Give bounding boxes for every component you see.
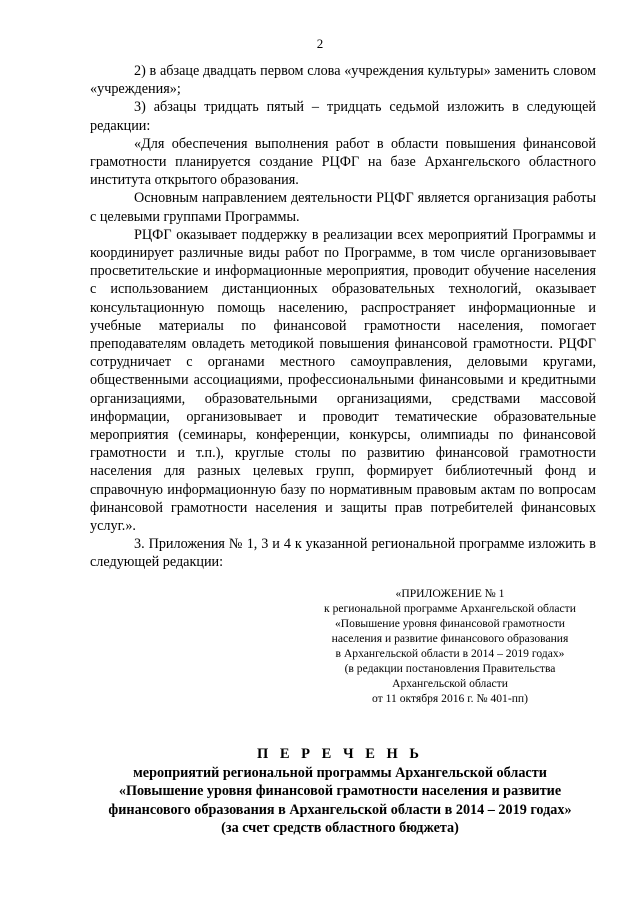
appendix-line: Архангельской области bbox=[392, 677, 508, 690]
appendix-line: «Повышение уровня финансовой грамотности bbox=[334, 617, 566, 630]
list-title-block bbox=[80, 745, 600, 837]
paragraph-rcfg-support: РЦФГ оказывает поддержку в реализации всех мероприятий Программы и координирует различные виды работ по Программе, в том числе организовывает просветительские и информационные мероприятия, проводит обучение населения с использованием дистанционных образовательных технологий, оказывает консультационную помощь населению, распространяет информационные и учебные материалы по финансовой грамотности населения, помогает преподавателям овладеть методикой повышения финансовой грамотности. РЦФГ сотрудничает с органами местного самоуправления, деловыми кругами, общественными ассоциациями, профессиональными финансовыми и кредитными организациями, образовательными организациями, средствами массовой информации, организовывает и проводит тематические образовательные мероприятия (семинары, конференции, конкурсы, олимпиады по финансовой грамотности и т.п.), круглые столы по развитию финансовой грамотности населения для разных целевых групп, формирует библиотечный фонд и справочную информационную базу по нормативным правовым актам по вопросам финансовой грамотности населения и защиты прав потребителей финансовых услуг.». bbox=[90, 226, 596, 535]
appendix-line: от 11 октября 2016 г. № 401-пп) bbox=[372, 692, 528, 705]
list-subtitle-line: (за счет средств областного бюджета) bbox=[221, 819, 459, 836]
paragraph-item-2: 2) в абзаце двадцать первом слова «учреждения культуры» заменить словом «учреждения»; bbox=[90, 63, 596, 98]
appendix-line: в Архангельской области в 2014 – 2019 годах» bbox=[335, 647, 565, 660]
list-subtitle-line: финансового образования в Архангельской области в 2014 – 2019 годах» bbox=[108, 801, 572, 818]
list-title: П Е Р Е Ч Е Н Ь bbox=[256, 746, 424, 762]
page-number: 2 bbox=[316, 36, 324, 51]
appendix-line: «ПРИЛОЖЕНИЕ № 1 bbox=[395, 587, 505, 600]
paragraph-appendices: 3. Приложения № 1, 3 и 4 к указанной региональной программе изложить в следующей редакции: bbox=[90, 536, 596, 571]
list-subtitle-line: «Повышение уровня финансовой грамотности населения и развитие bbox=[118, 783, 562, 800]
list-subtitle-line: мероприятий региональной программы Архангельской области bbox=[133, 765, 547, 782]
paragraph-rcfg-creation: «Для обеспечения выполнения работ в области повышения финансовой грамотности планируется создание РЦФГ на базе Архангельского областного института открытого образования. bbox=[90, 135, 596, 189]
body-text bbox=[90, 62, 596, 572]
paragraph-item-3: 3) абзацы тридцать пятый – тридцать седьмой изложить в следующей редакции: bbox=[90, 99, 596, 134]
appendix-header bbox=[300, 586, 600, 706]
appendix-line: к региональной программе Архангельской области bbox=[324, 602, 576, 615]
appendix-line: (в редакции постановления Правительства bbox=[344, 662, 556, 675]
appendix-line: населения и развитие финансового образования bbox=[331, 632, 569, 645]
paragraph-rcfg-direction: Основным направлением деятельности РЦФГ является организация работы с целевыми группами Программы. bbox=[90, 190, 596, 225]
